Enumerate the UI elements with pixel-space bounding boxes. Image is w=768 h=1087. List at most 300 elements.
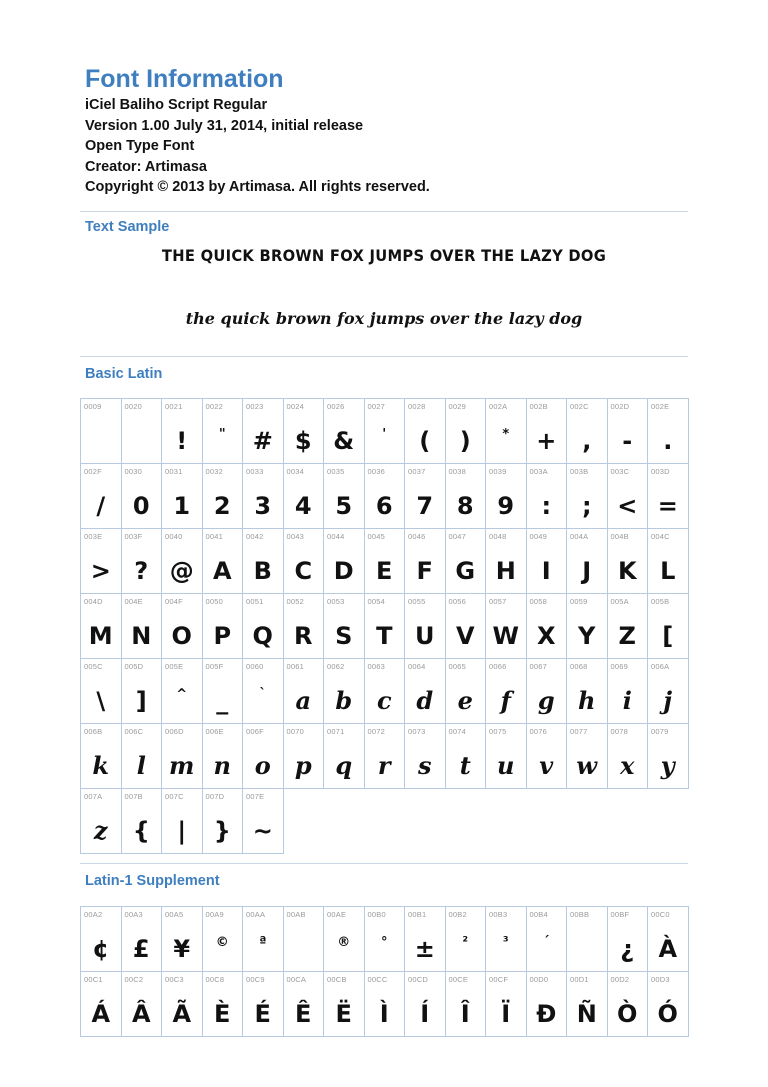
- glyph-character: h: [578, 686, 596, 715]
- glyph-codepoint: 00B2: [448, 910, 467, 919]
- glyph-cell: [121, 399, 162, 464]
- glyph-codepoint: 00AA: [246, 910, 266, 919]
- glyph-codepoint: 0057: [489, 597, 507, 606]
- glyph-codepoint: 0056: [448, 597, 466, 606]
- glyph-character: x: [620, 751, 635, 780]
- glyph-codepoint: 00C1: [84, 975, 103, 984]
- font-copyright: Copyright © 2013 by Artimasa. All rights reserved.: [85, 179, 430, 195]
- glyph-cell: [486, 972, 527, 1037]
- glyph-codepoint: 0009: [84, 402, 102, 411]
- glyph-character: X: [536, 622, 556, 650]
- glyph-codepoint: 00CD: [408, 975, 428, 984]
- glyph-cell: [243, 972, 284, 1037]
- glyph-codepoint: 00AE: [327, 910, 347, 919]
- glyph-row: [81, 399, 689, 464]
- divider: [80, 356, 688, 357]
- glyph-codepoint: 004D: [84, 597, 103, 606]
- glyph-codepoint: 0077: [570, 727, 588, 736]
- glyph-character: G: [455, 557, 476, 585]
- glyph-character: Í: [420, 1000, 430, 1028]
- glyph-cell: [405, 529, 446, 594]
- glyph-codepoint: 0033: [246, 467, 264, 476]
- glyph-cell: [243, 789, 284, 854]
- glyph-character: ¥: [173, 935, 191, 963]
- glyph-cell: [445, 972, 486, 1037]
- glyph-codepoint: 002F: [84, 467, 102, 476]
- page-title: Font Information: [85, 65, 284, 93]
- glyph-cell: [121, 972, 162, 1037]
- glyph-character: n: [213, 751, 231, 780]
- glyph-character: y: [660, 751, 675, 780]
- glyph-character: \: [96, 687, 106, 715]
- empty-cell: [283, 789, 324, 854]
- glyph-cell: [324, 724, 365, 789]
- glyph-cell: [445, 659, 486, 724]
- glyph-character: e: [457, 686, 473, 715]
- glyph-codepoint: 0075: [489, 727, 507, 736]
- glyph-codepoint: 002B: [529, 402, 548, 411]
- glyph-character: L: [660, 557, 676, 585]
- glyph-cell: [364, 529, 405, 594]
- glyph-cell: [324, 972, 365, 1037]
- glyph-character: 6: [375, 492, 393, 520]
- glyph-character: °: [381, 935, 388, 950]
- glyph-character: b: [335, 686, 353, 715]
- glyph-cell: [526, 724, 567, 789]
- glyph-codepoint: 002E: [651, 402, 670, 411]
- section-title-latin1-supplement: Latin-1 Supplement: [85, 873, 220, 889]
- glyph-row: [81, 659, 689, 724]
- glyph-character: 0: [132, 492, 150, 520]
- glyph-character: w: [576, 751, 598, 780]
- glyph-cell: [121, 789, 162, 854]
- glyph-character: >: [90, 557, 111, 585]
- section-title-basic-latin: Basic Latin: [85, 366, 163, 382]
- glyph-codepoint: 0041: [205, 532, 223, 541]
- glyph-cell: [526, 529, 567, 594]
- glyph-codepoint: 0063: [367, 662, 385, 671]
- glyph-codepoint: 0036: [367, 467, 385, 476]
- glyph-cell: [243, 399, 284, 464]
- glyph-codepoint: 00A5: [165, 910, 184, 919]
- glyph-cell: [202, 724, 243, 789]
- glyph-cell: [364, 399, 405, 464]
- glyph-character: U: [415, 622, 435, 650]
- glyph-character: Ê: [295, 1000, 312, 1028]
- glyph-codepoint: 006F: [246, 727, 264, 736]
- glyph-cell: [486, 659, 527, 724]
- glyph-cell: [81, 659, 122, 724]
- glyph-character: T: [376, 622, 393, 650]
- glyph-codepoint: 0066: [489, 662, 507, 671]
- glyph-character: t: [459, 751, 471, 780]
- glyph-cell: [364, 464, 405, 529]
- glyph-codepoint: 007E: [246, 792, 265, 801]
- glyph-character: $: [294, 427, 312, 455]
- glyph-character: Q: [252, 622, 273, 650]
- glyph-codepoint: 005F: [205, 662, 224, 671]
- glyph-cell: [121, 907, 162, 972]
- empty-cell: [405, 789, 446, 854]
- glyph-character: H: [495, 557, 516, 585]
- glyph-cell: [364, 907, 405, 972]
- glyph-character: -: [622, 427, 633, 455]
- glyph-cell: [202, 399, 243, 464]
- glyph-character: F: [416, 557, 433, 585]
- empty-cell: [648, 789, 689, 854]
- glyph-codepoint: 0061: [286, 662, 304, 671]
- glyph-codepoint: 0026: [327, 402, 345, 411]
- glyph-row: [81, 789, 689, 854]
- glyph-character: Ó: [657, 1000, 678, 1028]
- glyph-character: Đ: [536, 1000, 557, 1028]
- glyph-character: 5: [335, 492, 353, 520]
- glyph-cell: [81, 724, 122, 789]
- glyph-codepoint: 0076: [529, 727, 547, 736]
- text-sample-lowercase: the quick brown fox jumps over the lazy dog: [185, 309, 583, 328]
- glyph-character: À: [658, 935, 678, 963]
- section-title-text-sample: Text Sample: [85, 219, 170, 235]
- empty-cell: [526, 789, 567, 854]
- glyph-codepoint: 0034: [286, 467, 304, 476]
- glyph-character: o: [254, 751, 271, 780]
- glyph-codepoint: 00D0: [529, 975, 549, 984]
- glyph-cell: [486, 399, 527, 464]
- glyph-codepoint: 005D: [124, 662, 144, 671]
- glyph-character: ^: [176, 687, 188, 702]
- glyph-cell: [405, 972, 446, 1037]
- glyph-cell: [526, 972, 567, 1037]
- glyph-character: P: [213, 622, 232, 650]
- glyph-codepoint: 00B0: [367, 910, 386, 919]
- glyph-row: [81, 972, 689, 1037]
- glyph-codepoint: 00D1: [570, 975, 589, 984]
- glyph-codepoint: 003F: [124, 532, 143, 541]
- glyph-codepoint: 004B: [610, 532, 629, 541]
- glyph-cell: [486, 464, 527, 529]
- glyph-cell: [526, 399, 567, 464]
- glyph-cell: [81, 529, 122, 594]
- glyph-codepoint: 0024: [286, 402, 304, 411]
- glyph-character: Z: [618, 622, 636, 650]
- glyph-cell: [202, 594, 243, 659]
- glyph-character: ª: [259, 935, 267, 950]
- glyph-cell: [486, 529, 527, 594]
- glyph-codepoint: 00CE: [448, 975, 469, 984]
- glyph-character: *: [502, 427, 510, 442]
- glyph-cell: [445, 399, 486, 464]
- glyph-codepoint: 00C8: [205, 975, 225, 984]
- glyph-character: _: [216, 687, 229, 715]
- glyph-character: z: [93, 816, 108, 845]
- glyph-cell: [607, 399, 648, 464]
- glyph-codepoint: 0070: [286, 727, 304, 736]
- glyph-character: ): [459, 427, 471, 455]
- glyph-codepoint: 0043: [286, 532, 304, 541]
- glyph-character: K: [617, 557, 637, 585]
- glyph-codepoint: 006E: [205, 727, 224, 736]
- divider: [80, 211, 688, 212]
- glyph-cell: [405, 464, 446, 529]
- glyph-character: +: [536, 427, 557, 455]
- glyph-character: 1: [173, 492, 191, 520]
- glyph-cell: [283, 659, 324, 724]
- glyph-character: 3: [254, 492, 272, 520]
- glyph-codepoint: 006A: [651, 662, 670, 671]
- glyph-cell: [607, 464, 648, 529]
- glyph-cell: [162, 594, 203, 659]
- glyph-character: 7: [416, 492, 434, 520]
- glyph-cell: [202, 529, 243, 594]
- glyph-codepoint: 0030: [124, 467, 142, 476]
- glyph-character: S: [335, 622, 353, 650]
- glyph-cell: [607, 594, 648, 659]
- glyph-character: ¢: [92, 935, 110, 963]
- glyph-codepoint: 004E: [124, 597, 143, 606]
- glyph-character: A: [212, 557, 232, 585]
- glyph-codepoint: 0037: [408, 467, 426, 476]
- empty-cell: [324, 789, 365, 854]
- glyph-cell: [324, 399, 365, 464]
- glyph-character: É: [254, 1000, 271, 1028]
- glyph-codepoint: 00A3: [124, 910, 143, 919]
- font-version: Version 1.00 July 31, 2014, initial release: [85, 117, 364, 134]
- glyph-cell: [121, 659, 162, 724]
- glyph-character: Ã: [172, 1000, 192, 1028]
- font-type: Open Type Font: [85, 138, 195, 154]
- glyph-cell: [202, 464, 243, 529]
- glyph-codepoint: 00B1: [408, 910, 427, 919]
- glyph-character: ,: [582, 427, 592, 455]
- glyph-codepoint: 00AB: [286, 910, 306, 919]
- glyph-character: ³: [502, 935, 509, 950]
- glyph-cell: [364, 594, 405, 659]
- glyph-character: |: [177, 817, 187, 845]
- glyph-cell: [405, 594, 446, 659]
- glyph-cell: [445, 724, 486, 789]
- glyph-codepoint: 00B3: [489, 910, 508, 919]
- glyph-codepoint: 0022: [205, 402, 223, 411]
- glyph-character: i: [622, 686, 632, 715]
- glyph-character: g: [537, 686, 555, 715]
- glyph-cell: [162, 724, 203, 789]
- glyph-character: a: [295, 686, 312, 715]
- glyph-cell: [81, 399, 122, 464]
- glyph-cell: [445, 594, 486, 659]
- glyph-cell: [567, 399, 608, 464]
- glyph-codepoint: 004A: [570, 532, 589, 541]
- glyph-cell: [445, 529, 486, 594]
- glyph-cell: [162, 529, 203, 594]
- glyph-cell: [445, 907, 486, 972]
- glyph-cell: [121, 594, 162, 659]
- divider: [80, 863, 688, 864]
- glyph-codepoint: 0078: [610, 727, 628, 736]
- glyph-character: }: [213, 817, 231, 845]
- glyph-cell: [567, 594, 608, 659]
- glyph-codepoint: 0079: [651, 727, 669, 736]
- glyph-cell: [364, 724, 405, 789]
- glyph-character: :: [541, 492, 552, 520]
- glyph-character: j: [663, 686, 673, 715]
- glyph-cell: [486, 594, 527, 659]
- glyph-codepoint: 005E: [165, 662, 184, 671]
- glyph-character: Â: [131, 1000, 151, 1028]
- glyph-cell: [324, 907, 365, 972]
- glyph-cell: [162, 972, 203, 1037]
- glyph-cell: [324, 594, 365, 659]
- glyph-codepoint: 0073: [408, 727, 426, 736]
- glyph-cell: [202, 789, 243, 854]
- glyph-codepoint: 00D2: [610, 975, 630, 984]
- glyph-character: [: [662, 622, 674, 650]
- glyph-codepoint: 00CF: [489, 975, 509, 984]
- glyph-codepoint: 007D: [205, 792, 225, 801]
- glyph-character: È: [214, 1000, 231, 1028]
- glyph-cell: [526, 659, 567, 724]
- glyph-character: ´: [543, 935, 550, 950]
- glyph-codepoint: 0039: [489, 467, 507, 476]
- glyph-character: ]: [135, 687, 147, 715]
- glyph-cell: [81, 594, 122, 659]
- glyph-cell: [486, 907, 527, 972]
- glyph-character: D: [333, 557, 354, 585]
- glyph-cell: [283, 399, 324, 464]
- glyph-row: [81, 594, 689, 659]
- glyph-cell: [405, 907, 446, 972]
- glyph-cell: [81, 464, 122, 529]
- glyph-codepoint: 0048: [489, 532, 507, 541]
- glyph-cell: [648, 529, 689, 594]
- glyph-character: E: [376, 557, 393, 585]
- glyph-codepoint: 005B: [651, 597, 670, 606]
- glyph-codepoint: 0020: [124, 402, 142, 411]
- glyph-codepoint: 004C: [651, 532, 670, 541]
- glyph-cell: [607, 659, 648, 724]
- glyph-cell: [405, 659, 446, 724]
- glyph-codepoint: 003D: [651, 467, 670, 476]
- glyph-character: Y: [578, 622, 596, 650]
- glyph-character: J: [582, 557, 592, 585]
- glyph-codepoint: 0052: [286, 597, 304, 606]
- glyph-codepoint: 00BB: [570, 910, 590, 919]
- glyph-character: O: [171, 622, 192, 650]
- glyph-cell: [445, 464, 486, 529]
- glyph-character: f: [500, 686, 511, 715]
- glyph-codepoint: 007C: [165, 792, 184, 801]
- glyph-character: Ò: [617, 1000, 638, 1028]
- glyph-cell: [607, 529, 648, 594]
- glyph-codepoint: 0068: [570, 662, 588, 671]
- glyph-codepoint: 00B4: [529, 910, 548, 919]
- glyph-character: ': [382, 427, 387, 442]
- glyph-cell: [121, 529, 162, 594]
- empty-cell: [607, 789, 648, 854]
- glyph-cell: [648, 659, 689, 724]
- glyph-codepoint: 006B: [84, 727, 103, 736]
- glyph-codepoint: 0023: [246, 402, 264, 411]
- glyph-cell: [567, 659, 608, 724]
- glyph-cell: [243, 724, 284, 789]
- glyph-character: W: [492, 622, 519, 650]
- glyph-character: {: [132, 817, 150, 845]
- glyph-character: C: [294, 557, 313, 585]
- glyph-codepoint: 002C: [570, 402, 589, 411]
- glyph-cell: [526, 907, 567, 972]
- glyph-cell: [283, 972, 324, 1037]
- empty-cell: [364, 789, 405, 854]
- glyph-character: (: [419, 427, 431, 455]
- font-name: iCiel Baliho Script Regular: [85, 97, 268, 113]
- font-info-block: [85, 95, 430, 198]
- glyph-codepoint: 0059: [570, 597, 588, 606]
- glyph-cell: [324, 659, 365, 724]
- glyph-character: &: [333, 427, 355, 455]
- glyph-character: #: [252, 427, 273, 455]
- glyph-codepoint: 00C0: [651, 910, 670, 919]
- empty-cell: [445, 789, 486, 854]
- glyph-character: v: [539, 751, 554, 780]
- glyph-codepoint: 0032: [205, 467, 223, 476]
- glyph-codepoint: 0021: [165, 402, 183, 411]
- glyph-cell: [202, 972, 243, 1037]
- glyph-cell: [567, 907, 608, 972]
- glyph-codepoint: 003C: [610, 467, 630, 476]
- glyph-character: @: [169, 557, 194, 585]
- glyph-cell: [283, 907, 324, 972]
- glyph-cell: [567, 529, 608, 594]
- glyph-character: ": [218, 427, 226, 442]
- glyph-character: R: [294, 622, 313, 650]
- glyph-character: ±: [414, 935, 435, 963]
- glyph-codepoint: 0044: [327, 532, 345, 541]
- glyph-cell: [648, 594, 689, 659]
- glyph-character: q: [335, 751, 353, 780]
- glyph-character: Ñ: [576, 1000, 597, 1028]
- glyph-codepoint: 0074: [448, 727, 466, 736]
- glyph-codepoint: 007B: [124, 792, 143, 801]
- glyph-codepoint: 0054: [367, 597, 385, 606]
- glyph-cell: [648, 724, 689, 789]
- glyph-cell: [243, 529, 284, 594]
- glyph-character: ²: [462, 935, 469, 950]
- glyph-character: B: [253, 557, 272, 585]
- glyph-character: ¿: [620, 935, 635, 963]
- glyph-codepoint: 00CB: [327, 975, 347, 984]
- glyph-codepoint: 0067: [529, 662, 547, 671]
- glyph-cell: [405, 399, 446, 464]
- glyph-codepoint: 006C: [124, 727, 144, 736]
- glyph-character: Ì: [379, 1000, 389, 1028]
- glyph-codepoint: 003E: [84, 532, 103, 541]
- glyph-row: [81, 724, 689, 789]
- glyph-codepoint: 0062: [327, 662, 345, 671]
- glyph-cell: [121, 464, 162, 529]
- glyph-character: M: [88, 622, 113, 650]
- font-creator: Creator: Artimasa: [85, 158, 207, 175]
- glyph-character: 9: [497, 492, 515, 520]
- glyph-codepoint: 002D: [610, 402, 630, 411]
- glyph-codepoint: 0047: [448, 532, 466, 541]
- glyph-character: ;: [581, 492, 592, 520]
- glyph-character: V: [455, 622, 475, 650]
- glyph-cell: [81, 907, 122, 972]
- glyph-codepoint: 0042: [246, 532, 264, 541]
- glyph-cell: [648, 399, 689, 464]
- glyph-codepoint: 007A: [84, 792, 103, 801]
- latin1-glyph-grid: [80, 906, 689, 1037]
- glyph-codepoint: 00C2: [124, 975, 144, 984]
